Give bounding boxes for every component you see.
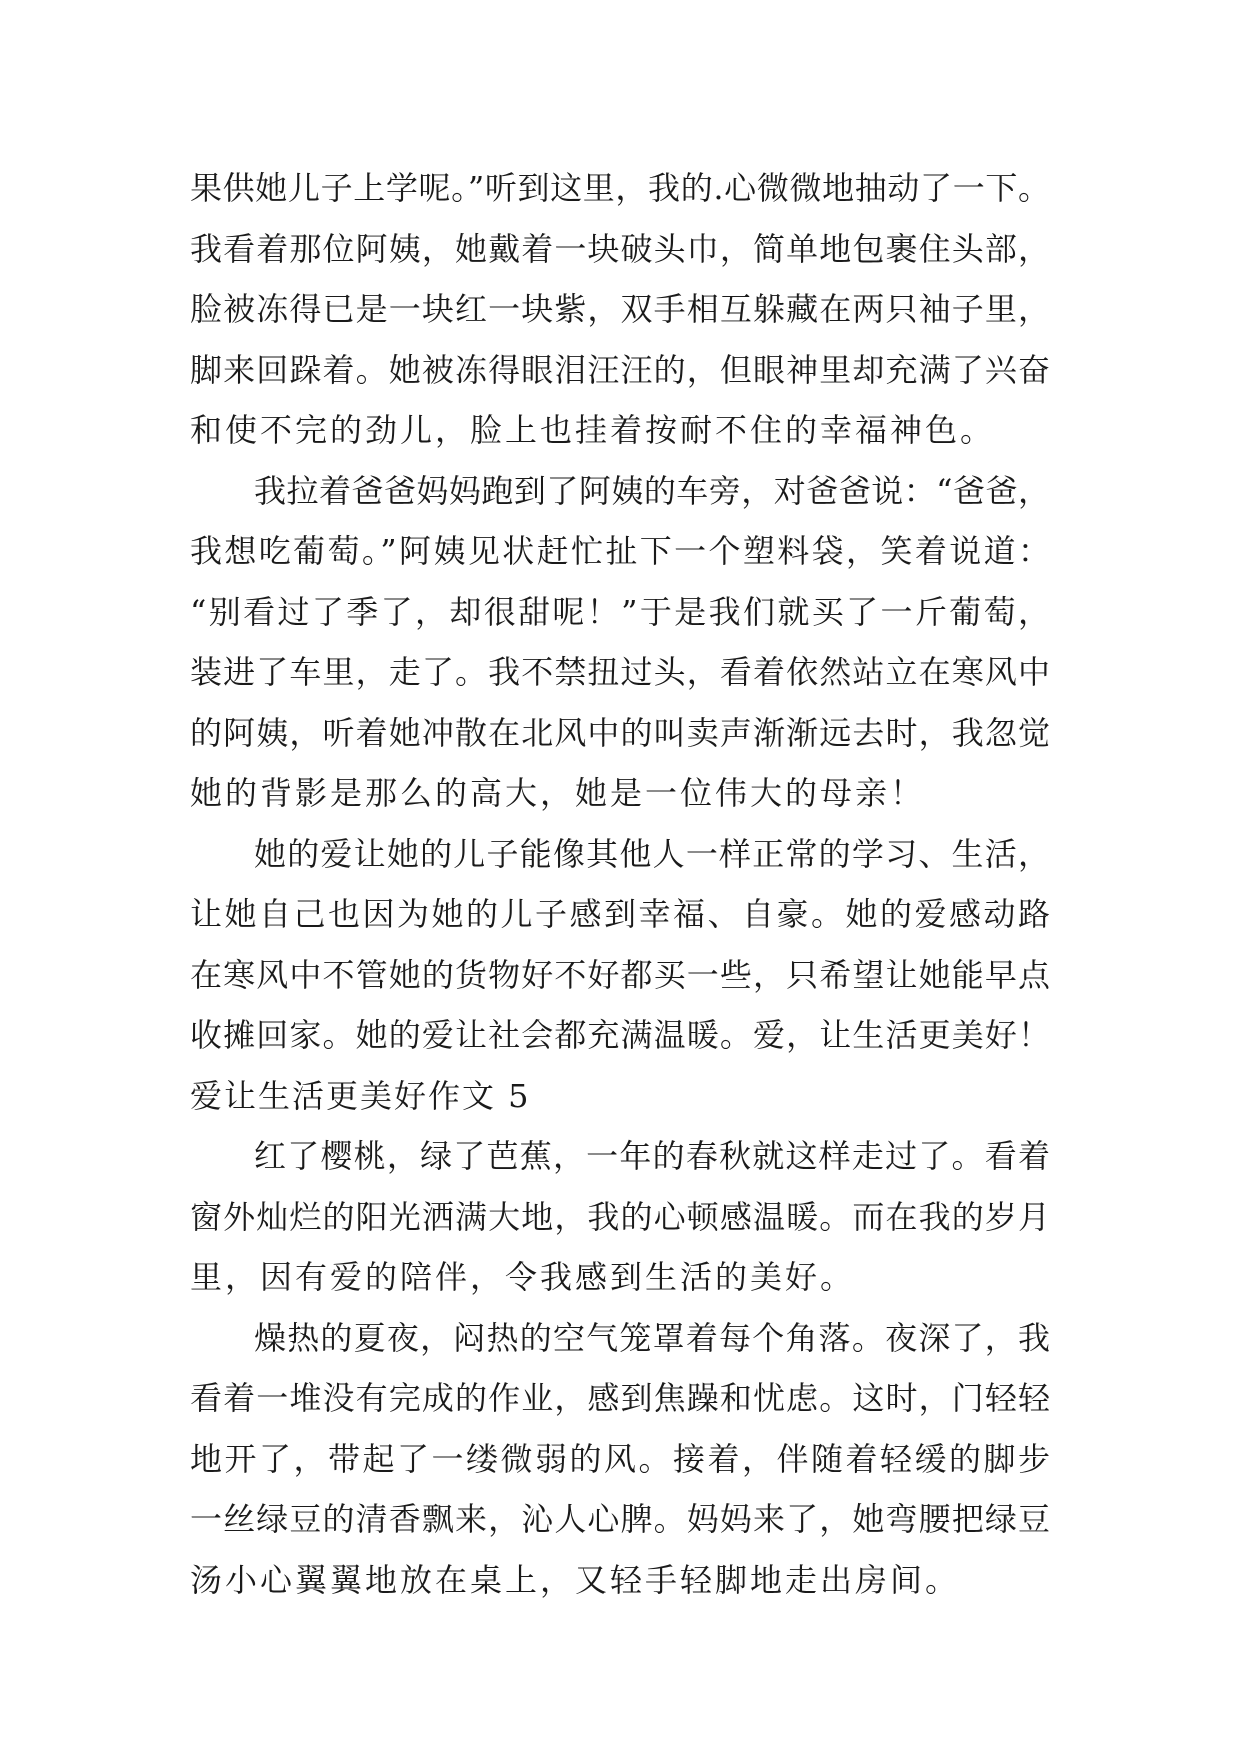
text-line: 地开了，带起了一缕微弱的风。接着，伴随着轻缓的脚步 <box>190 1439 1050 1478</box>
paragraph-start-line: 我拉着爸爸妈妈跑到了阿姨的车旁，对爸爸说：“爸爸， <box>254 471 1050 510</box>
text-line: 脚来回跺着。她被冻得眼泪汪汪的，但眼神里却充满了兴奋 <box>190 350 1050 389</box>
text-line: 装进了车里，走了。我不禁扭过头，看着依然站立在寒风中 <box>190 653 1050 691</box>
text-line: 在寒风中不管她的货物好不好都买一些，只希望让她能早点 <box>190 955 1050 994</box>
paragraph-start-line: 她的爱让她的儿子能像其他人一样正常的学习、生活， <box>254 834 1050 873</box>
text-line: 我想吃葡萄。”阿姨见状赶忙扯下一个塑料袋，笑着说道： <box>190 532 1050 570</box>
document-body <box>190 158 1050 1610</box>
text-line: 汤小心翼翼地放在桌上，又轻手轻脚地走出房间。 <box>190 1560 961 1599</box>
text-line: 一丝绿豆的清香飘来，沁人心脾。妈妈来了，她弯腰把绿豆 <box>190 1500 1050 1538</box>
text-line: 收摊回家。她的爱让社会都充满温暖。爱，让生活更美好！ <box>190 1016 1050 1054</box>
text-line: “别看过了季了，却很甜呢！”于是我们就买了一斤葡萄， <box>190 592 1050 631</box>
paragraph-start-line: 红了樱桃，绿了芭蕉，一年的春秋就这样走过了。看着 <box>254 1137 1050 1175</box>
text-line: 我看着那位阿姨，她戴着一块破头巾，简单地包裹住头部， <box>190 229 1050 268</box>
text-line: 脸被冻得已是一块红一块紫，双手相互躲藏在两只袖子里， <box>190 290 1050 328</box>
section-heading: 爱让生活更美好作文 5 <box>190 1076 531 1115</box>
text-line: 果供她儿子上学呢。”听到这里，我的.心微微地抽动了一下。 <box>190 169 1050 207</box>
paragraph-start-line: 燥热的夏夜，闷热的空气笼罩着每个角落。夜深了，我 <box>254 1318 1050 1357</box>
text-line: 窗外灿烂的阳光洒满大地，我的心顿感温暖。而在我的岁月 <box>190 1197 1050 1236</box>
text-line: 的阿姨，听着她冲散在北风中的叫卖声渐渐远去时，我忽觉 <box>190 713 1050 752</box>
text-line: 里，因有爱的陪伴，令我感到生活的美好。 <box>190 1258 856 1296</box>
text-line: 看着一堆没有完成的作业，感到焦躁和忧虑。这时，门轻轻 <box>190 1379 1050 1417</box>
text-line: 她的背影是那么的高大，她是一位伟大的母亲！ <box>190 774 926 812</box>
text-line: 和使不完的劲儿，脸上也挂着按耐不住的幸福神色。 <box>190 411 996 449</box>
text-line: 让她自己也因为她的儿子感到幸福、自豪。她的爱感动路 <box>190 895 1050 933</box>
